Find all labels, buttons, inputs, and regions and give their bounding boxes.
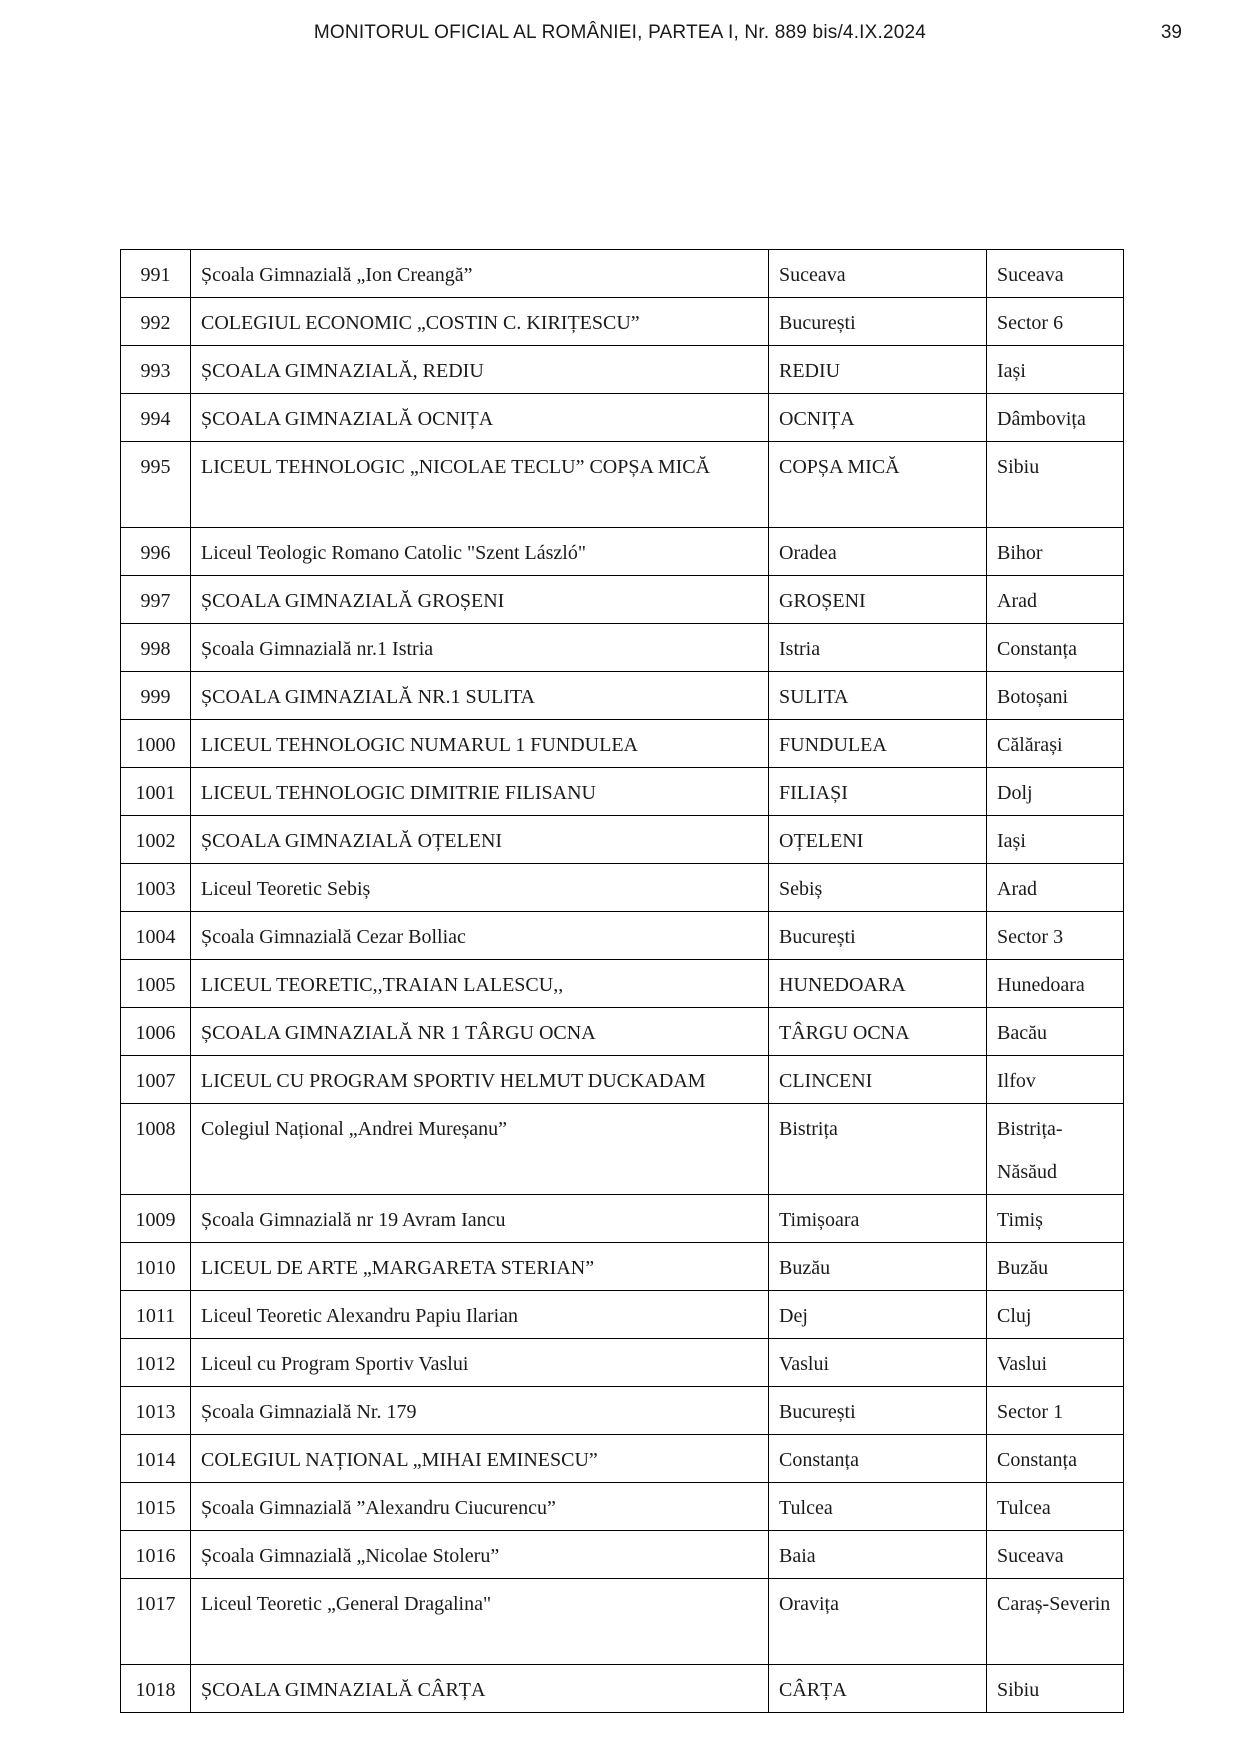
table-row: [121, 250, 1124, 298]
table-row: [121, 528, 1124, 576]
cell-row-number: 1007: [121, 1056, 191, 1104]
table-row: [121, 442, 1124, 528]
cell-county: Iași: [987, 346, 1124, 394]
cell-row-number: 1018: [121, 1665, 191, 1713]
cell-school-name: Școala Gimnazială Nr. 179: [191, 1387, 769, 1435]
table-row: [121, 1483, 1124, 1531]
table-row: [121, 720, 1124, 768]
cell-county: Sector 6: [987, 298, 1124, 346]
cell-locality: Timișoara: [769, 1195, 987, 1243]
table-row: [121, 864, 1124, 912]
table-row: [121, 1008, 1124, 1056]
cell-row-number: 1001: [121, 768, 191, 816]
cell-school-name: LICEUL TEHNOLOGIC DIMITRIE FILISANU: [191, 768, 769, 816]
cell-school-name: ȘCOALA GIMNAZIALĂ OCNIȚA: [191, 394, 769, 442]
cell-locality: București: [769, 1387, 987, 1435]
cell-locality: Oradea: [769, 528, 987, 576]
table-row: [121, 1387, 1124, 1435]
cell-school-name: Liceul Teoretic „General Dragalina": [191, 1579, 769, 1665]
cell-county: Ilfov: [987, 1056, 1124, 1104]
cell-row-number: 999: [121, 672, 191, 720]
cell-row-number: 1016: [121, 1531, 191, 1579]
cell-row-number: 1008: [121, 1104, 191, 1195]
cell-row-number: 997: [121, 576, 191, 624]
cell-county: Călărași: [987, 720, 1124, 768]
cell-county: Iași: [987, 816, 1124, 864]
table-row: [121, 394, 1124, 442]
cell-county: Hunedoara: [987, 960, 1124, 1008]
table-row: [121, 1195, 1124, 1243]
schools-table: [120, 249, 1124, 1713]
cell-school-name: LICEUL TEHNOLOGIC NUMARUL 1 FUNDULEA: [191, 720, 769, 768]
cell-row-number: 1013: [121, 1387, 191, 1435]
cell-county: Suceava: [987, 1531, 1124, 1579]
cell-school-name: LICEUL TEHNOLOGIC „NICOLAE TECLU” COPȘA MICĂ: [191, 442, 769, 528]
cell-row-number: 1014: [121, 1435, 191, 1483]
cell-school-name: Liceul Teoretic Sebiș: [191, 864, 769, 912]
cell-locality: Tulcea: [769, 1483, 987, 1531]
cell-row-number: 1012: [121, 1339, 191, 1387]
cell-school-name: Liceul Teoretic Alexandru Papiu Ilarian: [191, 1291, 769, 1339]
cell-school-name: ȘCOALA GIMNAZIALĂ NR.1 SULITA: [191, 672, 769, 720]
cell-row-number: 1009: [121, 1195, 191, 1243]
cell-county: Sector 3: [987, 912, 1124, 960]
table-row: [121, 1104, 1124, 1195]
cell-school-name: LICEUL DE ARTE „MARGARETA STERIAN”: [191, 1243, 769, 1291]
cell-row-number: 996: [121, 528, 191, 576]
cell-county: Sibiu: [987, 1665, 1124, 1713]
cell-locality: OCNIȚA: [769, 394, 987, 442]
cell-locality: Dej: [769, 1291, 987, 1339]
cell-school-name: COLEGIUL NAȚIONAL „MIHAI EMINESCU”: [191, 1435, 769, 1483]
cell-row-number: 992: [121, 298, 191, 346]
cell-school-name: Școala Gimnazială Cezar Bolliac: [191, 912, 769, 960]
table-row: [121, 576, 1124, 624]
table-row: [121, 1243, 1124, 1291]
cell-row-number: 1002: [121, 816, 191, 864]
cell-locality: Vaslui: [769, 1339, 987, 1387]
table-row: [121, 1579, 1124, 1665]
cell-row-number: 998: [121, 624, 191, 672]
cell-school-name: Liceul cu Program Sportiv Vaslui: [191, 1339, 769, 1387]
cell-county: Bihor: [987, 528, 1124, 576]
cell-school-name: ȘCOALA GIMNAZIALĂ, REDIU: [191, 346, 769, 394]
table-row: [121, 672, 1124, 720]
cell-school-name: Școala Gimnazială „Nicolae Stoleru”: [191, 1531, 769, 1579]
table-row: [121, 1665, 1124, 1713]
cell-locality: Oravița: [769, 1579, 987, 1665]
table-row: [121, 960, 1124, 1008]
cell-row-number: 1004: [121, 912, 191, 960]
cell-locality: Istria: [769, 624, 987, 672]
cell-locality: OȚELENI: [769, 816, 987, 864]
cell-locality: Buzău: [769, 1243, 987, 1291]
cell-county: Bacău: [987, 1008, 1124, 1056]
cell-school-name: Liceul Teologic Romano Catolic "Szent László": [191, 528, 769, 576]
cell-county: Buzău: [987, 1243, 1124, 1291]
cell-locality: SULITA: [769, 672, 987, 720]
schools-table-body: [121, 250, 1124, 1713]
cell-county: Caraș-Severin: [987, 1579, 1124, 1665]
cell-county: Sibiu: [987, 442, 1124, 528]
cell-row-number: 993: [121, 346, 191, 394]
table-row: [121, 1056, 1124, 1104]
cell-school-name: ȘCOALA GIMNAZIALĂ GROȘENI: [191, 576, 769, 624]
page-header-title: MONITORUL OFICIAL AL ROMÂNIEI, PARTEA I, Nr. 889 bis/4.IX.2024: [313, 22, 927, 43]
cell-locality: Bistrița: [769, 1104, 987, 1195]
cell-county: Dâmbovița: [987, 394, 1124, 442]
table-row: [121, 298, 1124, 346]
cell-row-number: 1000: [121, 720, 191, 768]
table-row: [121, 1531, 1124, 1579]
cell-row-number: 1015: [121, 1483, 191, 1531]
cell-county: Suceava: [987, 250, 1124, 298]
cell-school-name: Școala Gimnazială nr.1 Istria: [191, 624, 769, 672]
table-row: [121, 816, 1124, 864]
cell-school-name: Colegiul Național „Andrei Mureșanu”: [191, 1104, 769, 1195]
cell-locality: Sebiș: [769, 864, 987, 912]
table-row: [121, 346, 1124, 394]
cell-county: Arad: [987, 864, 1124, 912]
cell-school-name: COLEGIUL ECONOMIC „COSTIN C. KIRIȚESCU”: [191, 298, 769, 346]
cell-locality: CLINCENI: [769, 1056, 987, 1104]
table-row: [121, 768, 1124, 816]
cell-school-name: LICEUL CU PROGRAM SPORTIV HELMUT DUCKADAM: [191, 1056, 769, 1104]
cell-county: Tulcea: [987, 1483, 1124, 1531]
cell-locality: FUNDULEA: [769, 720, 987, 768]
cell-locality: Constanța: [769, 1435, 987, 1483]
cell-county: Arad: [987, 576, 1124, 624]
table-row: [121, 912, 1124, 960]
page-number: 39: [1160, 22, 1182, 43]
cell-county: Dolj: [987, 768, 1124, 816]
cell-row-number: 994: [121, 394, 191, 442]
cell-locality: București: [769, 912, 987, 960]
cell-locality: REDIU: [769, 346, 987, 394]
table-row: [121, 1339, 1124, 1387]
cell-school-name: Școala Gimnazială nr 19 Avram Iancu: [191, 1195, 769, 1243]
cell-row-number: 995: [121, 442, 191, 528]
cell-locality: Baia: [769, 1531, 987, 1579]
table-row: [121, 624, 1124, 672]
cell-school-name: ȘCOALA GIMNAZIALĂ CÂRȚA: [191, 1665, 769, 1713]
cell-school-name: Școala Gimnazială ”Alexandru Ciucurencu”: [191, 1483, 769, 1531]
cell-row-number: 1010: [121, 1243, 191, 1291]
cell-locality: București: [769, 298, 987, 346]
cell-county: Constanța: [987, 1435, 1124, 1483]
cell-locality: GROȘENI: [769, 576, 987, 624]
cell-locality: FILIAȘI: [769, 768, 987, 816]
cell-row-number: 991: [121, 250, 191, 298]
cell-county: Vaslui: [987, 1339, 1124, 1387]
cell-county: Cluj: [987, 1291, 1124, 1339]
cell-row-number: 1006: [121, 1008, 191, 1056]
cell-row-number: 1003: [121, 864, 191, 912]
cell-row-number: 1005: [121, 960, 191, 1008]
cell-locality: CÂRȚA: [769, 1665, 987, 1713]
cell-county: Sector 1: [987, 1387, 1124, 1435]
cell-locality: COPȘA MICĂ: [769, 442, 987, 528]
cell-school-name: Școala Gimnazială „Ion Creangă”: [191, 250, 769, 298]
cell-school-name: ȘCOALA GIMNAZIALĂ NR 1 TÂRGU OCNA: [191, 1008, 769, 1056]
cell-county: Timiș: [987, 1195, 1124, 1243]
cell-school-name: ȘCOALA GIMNAZIALĂ OȚELENI: [191, 816, 769, 864]
cell-locality: TÂRGU OCNA: [769, 1008, 987, 1056]
cell-row-number: 1011: [121, 1291, 191, 1339]
table-row: [121, 1435, 1124, 1483]
cell-locality: HUNEDOARA: [769, 960, 987, 1008]
cell-county: Bistrița-Năsăud: [987, 1104, 1124, 1195]
cell-county: Botoșani: [987, 672, 1124, 720]
cell-county: Constanța: [987, 624, 1124, 672]
table-row: [121, 1291, 1124, 1339]
cell-school-name: LICEUL TEORETIC,,TRAIAN LALESCU,,: [191, 960, 769, 1008]
cell-locality: Suceava: [769, 250, 987, 298]
cell-row-number: 1017: [121, 1579, 191, 1665]
